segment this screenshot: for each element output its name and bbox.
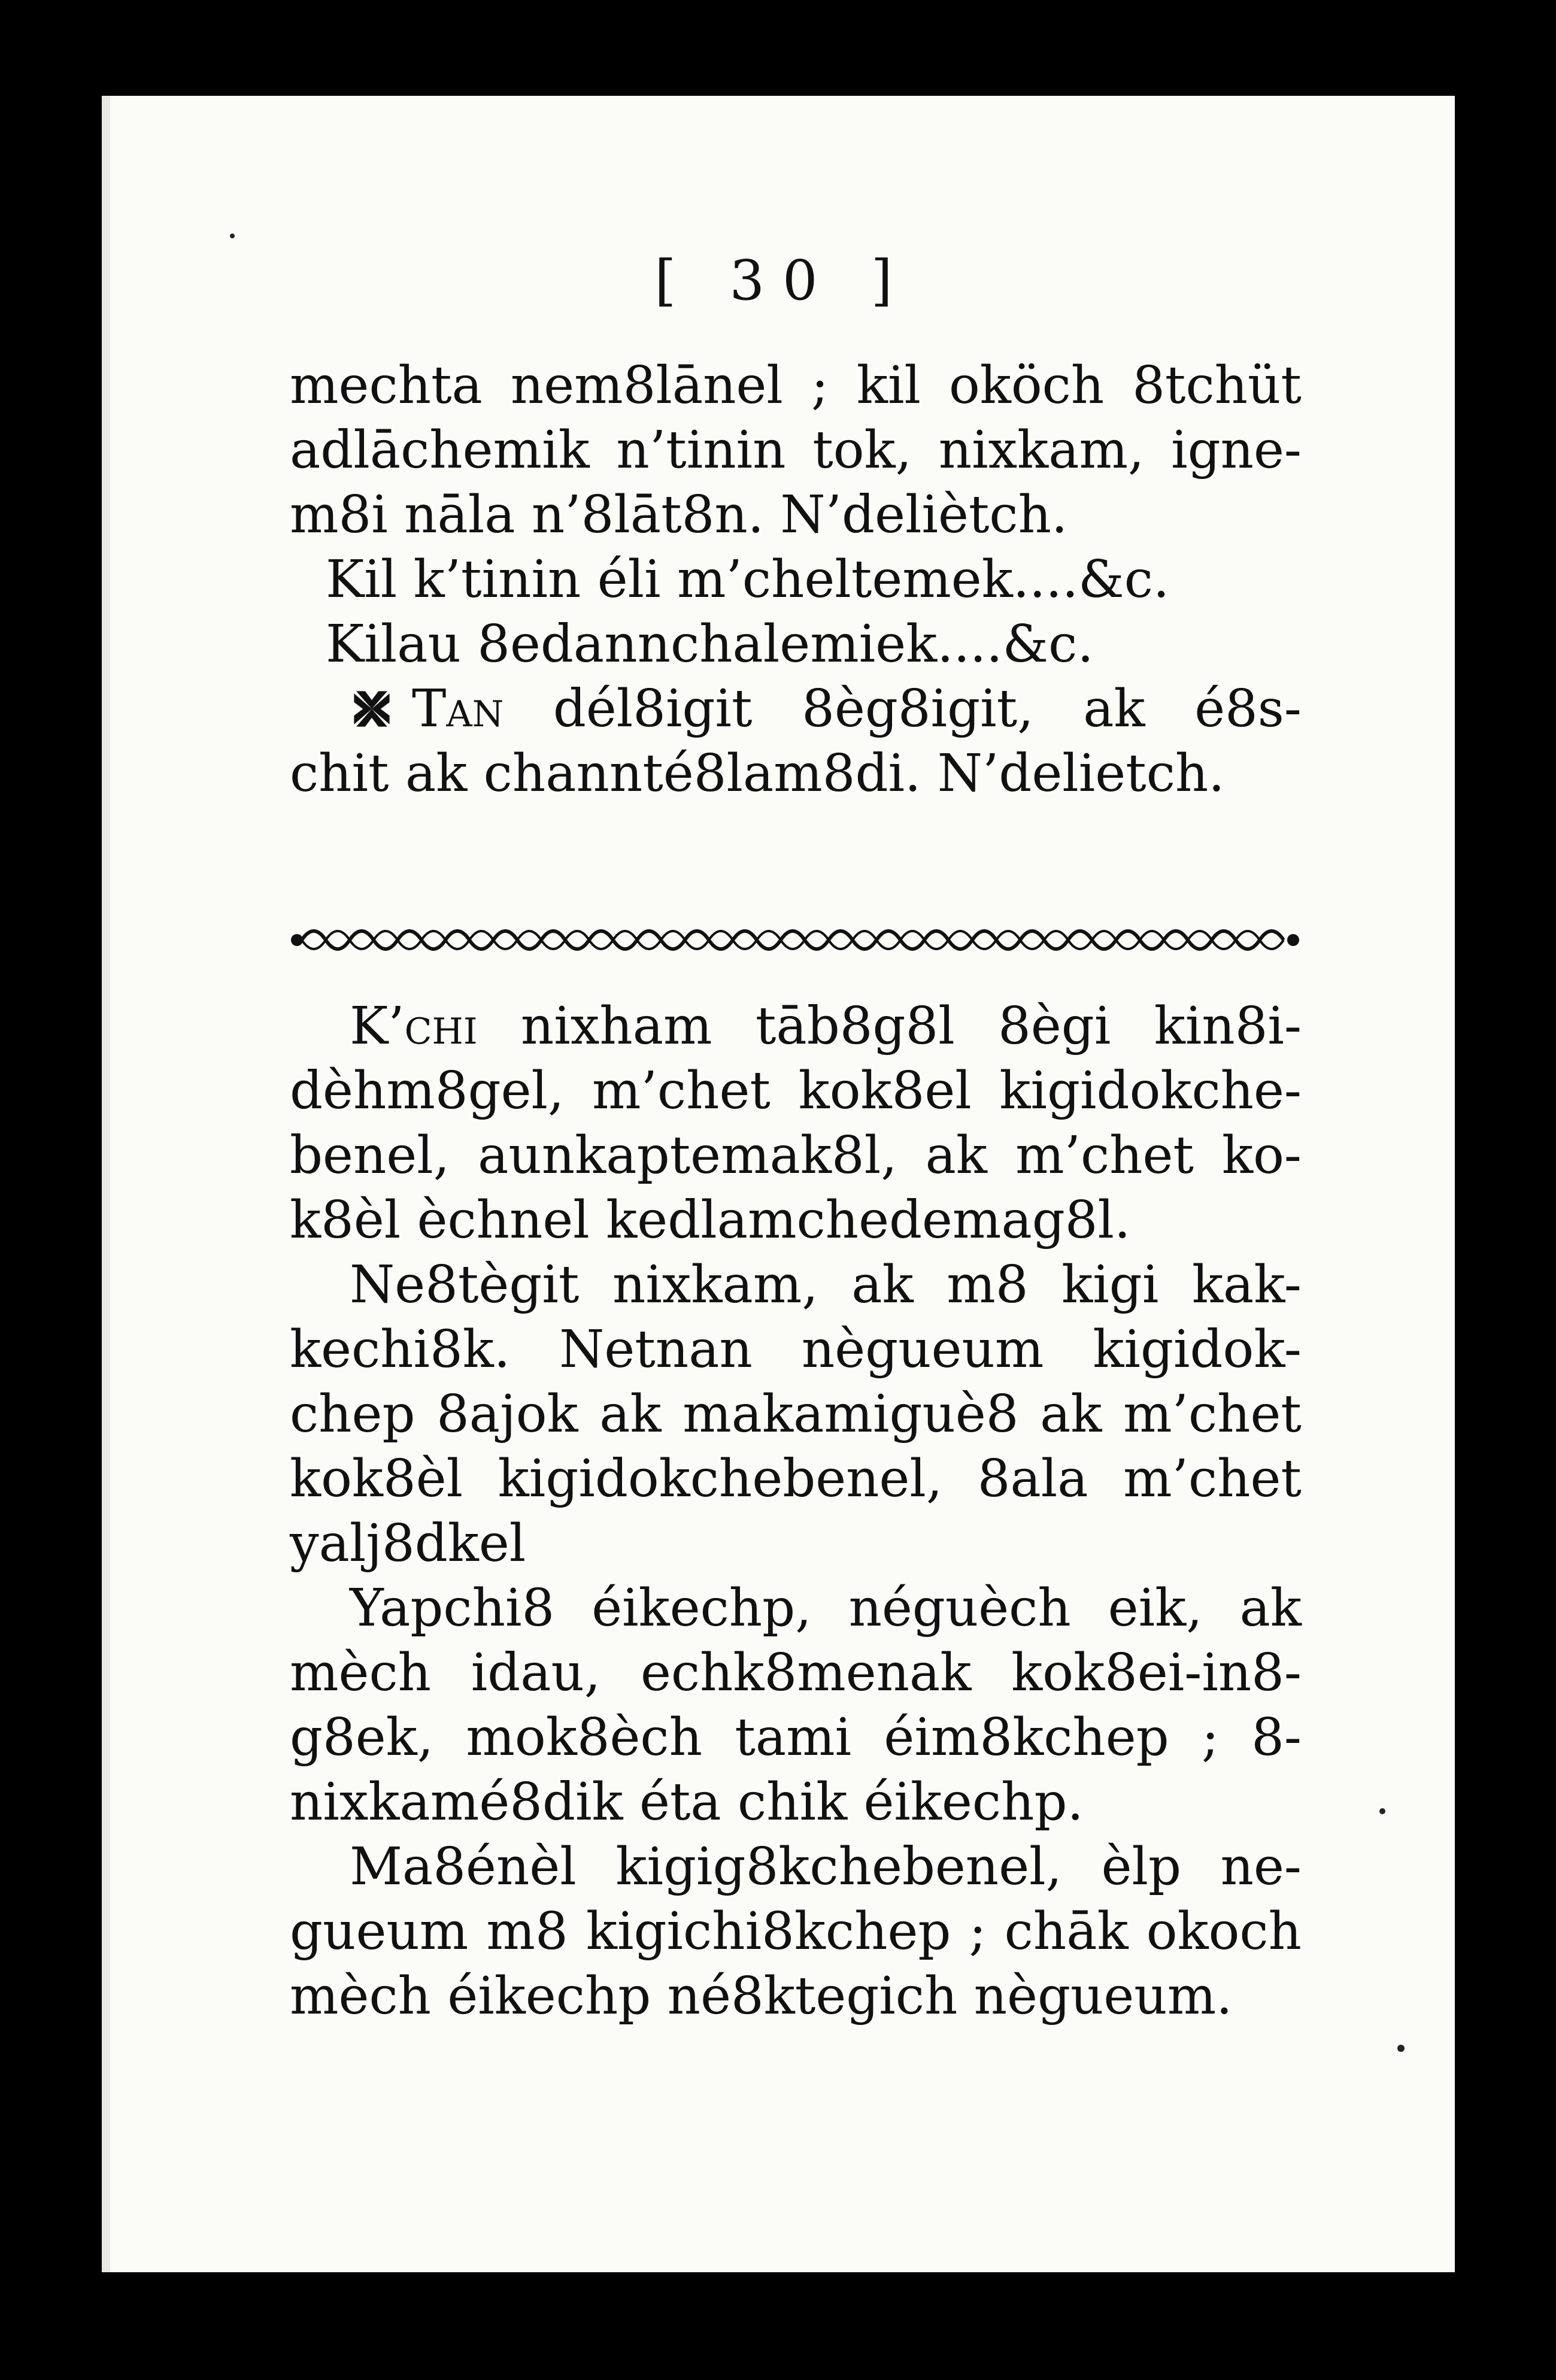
text-line: k8èl èchnel kedlamchedemag8l. <box>290 1190 1131 1250</box>
text-line: dèhm8gel, m’chet kok8el kigidokche- <box>290 1061 1302 1121</box>
text-line: Ne8tègit nixkam, ak m8 kigi kak- <box>350 1255 1302 1315</box>
text-line-with-cross <box>290 677 1302 741</box>
text-line: kechi8k. Netnan nègueum kigidok- <box>290 1320 1302 1380</box>
text-line: Kil k’tinin éli m’cheltemek....&c. <box>326 550 1170 610</box>
text-line: gueum m8 kigichi8kchep ; chāk okoch <box>290 1902 1302 1961</box>
text-line: mèch éikechp né8ktegich nègueum. <box>290 1966 1233 2026</box>
print-speck <box>1379 1808 1385 1814</box>
paragraph-block-2 <box>290 994 1302 2029</box>
text-line: g8ek, mok8èch tami éim8kchep ; 8- <box>290 1708 1302 1767</box>
text-line: adlāchemik n’tinin tok, nixkam, igne- <box>290 420 1302 480</box>
text-line: yalj8dkel <box>290 1514 526 1573</box>
smallcaps-word: K’chi <box>350 996 478 1056</box>
text-line: Yapchi8 éikechp, néguèch eik, ak <box>350 1578 1302 1638</box>
smallcaps-word: Tan <box>412 679 504 739</box>
print-speck <box>1397 2045 1405 2052</box>
text-line: mechta nem8lānel ; kil oköch 8tchüt <box>290 356 1302 416</box>
text-line: m8i nāla n’8lāt8n. N’deliètch. <box>290 485 1068 545</box>
page-header: [ 30 ] <box>654 248 911 313</box>
text-line <box>290 994 1302 1059</box>
text-line: benel, aunkaptemak8l, ak m’chet ko- <box>290 1126 1302 1186</box>
book-page <box>102 96 1455 2272</box>
text-line: Kilau 8edannchalemiek....&c. <box>326 614 1094 674</box>
text-line: chep 8ajok ak makamiguè8 ak m’chet <box>290 1384 1302 1444</box>
text-line: mèch idau, echk8menak kok8ei-in8- <box>290 1643 1302 1703</box>
text-line: nixkamé8dik éta chik éikechp. <box>290 1772 1084 1832</box>
ornamental-divider <box>290 916 1302 964</box>
paragraph-block-1 <box>290 353 1302 806</box>
text-line: chit ak channté8lam8di. N’delietch. <box>290 744 1225 804</box>
print-speck <box>230 234 235 238</box>
maltese-cross-icon <box>350 687 394 731</box>
text-line: Ma8énèl kigig8kchebenel, èlp ne- <box>350 1837 1302 1897</box>
ornament-wave <box>302 931 1284 949</box>
text-line-rest: dél8igit 8èg8igit, ak é8s- <box>553 679 1302 739</box>
text-line-rest: nixham tāb8g8l 8ègi kin8i- <box>520 996 1302 1056</box>
text-line: kok8èl kigidokchebenel, 8ala m’chet <box>290 1449 1302 1509</box>
